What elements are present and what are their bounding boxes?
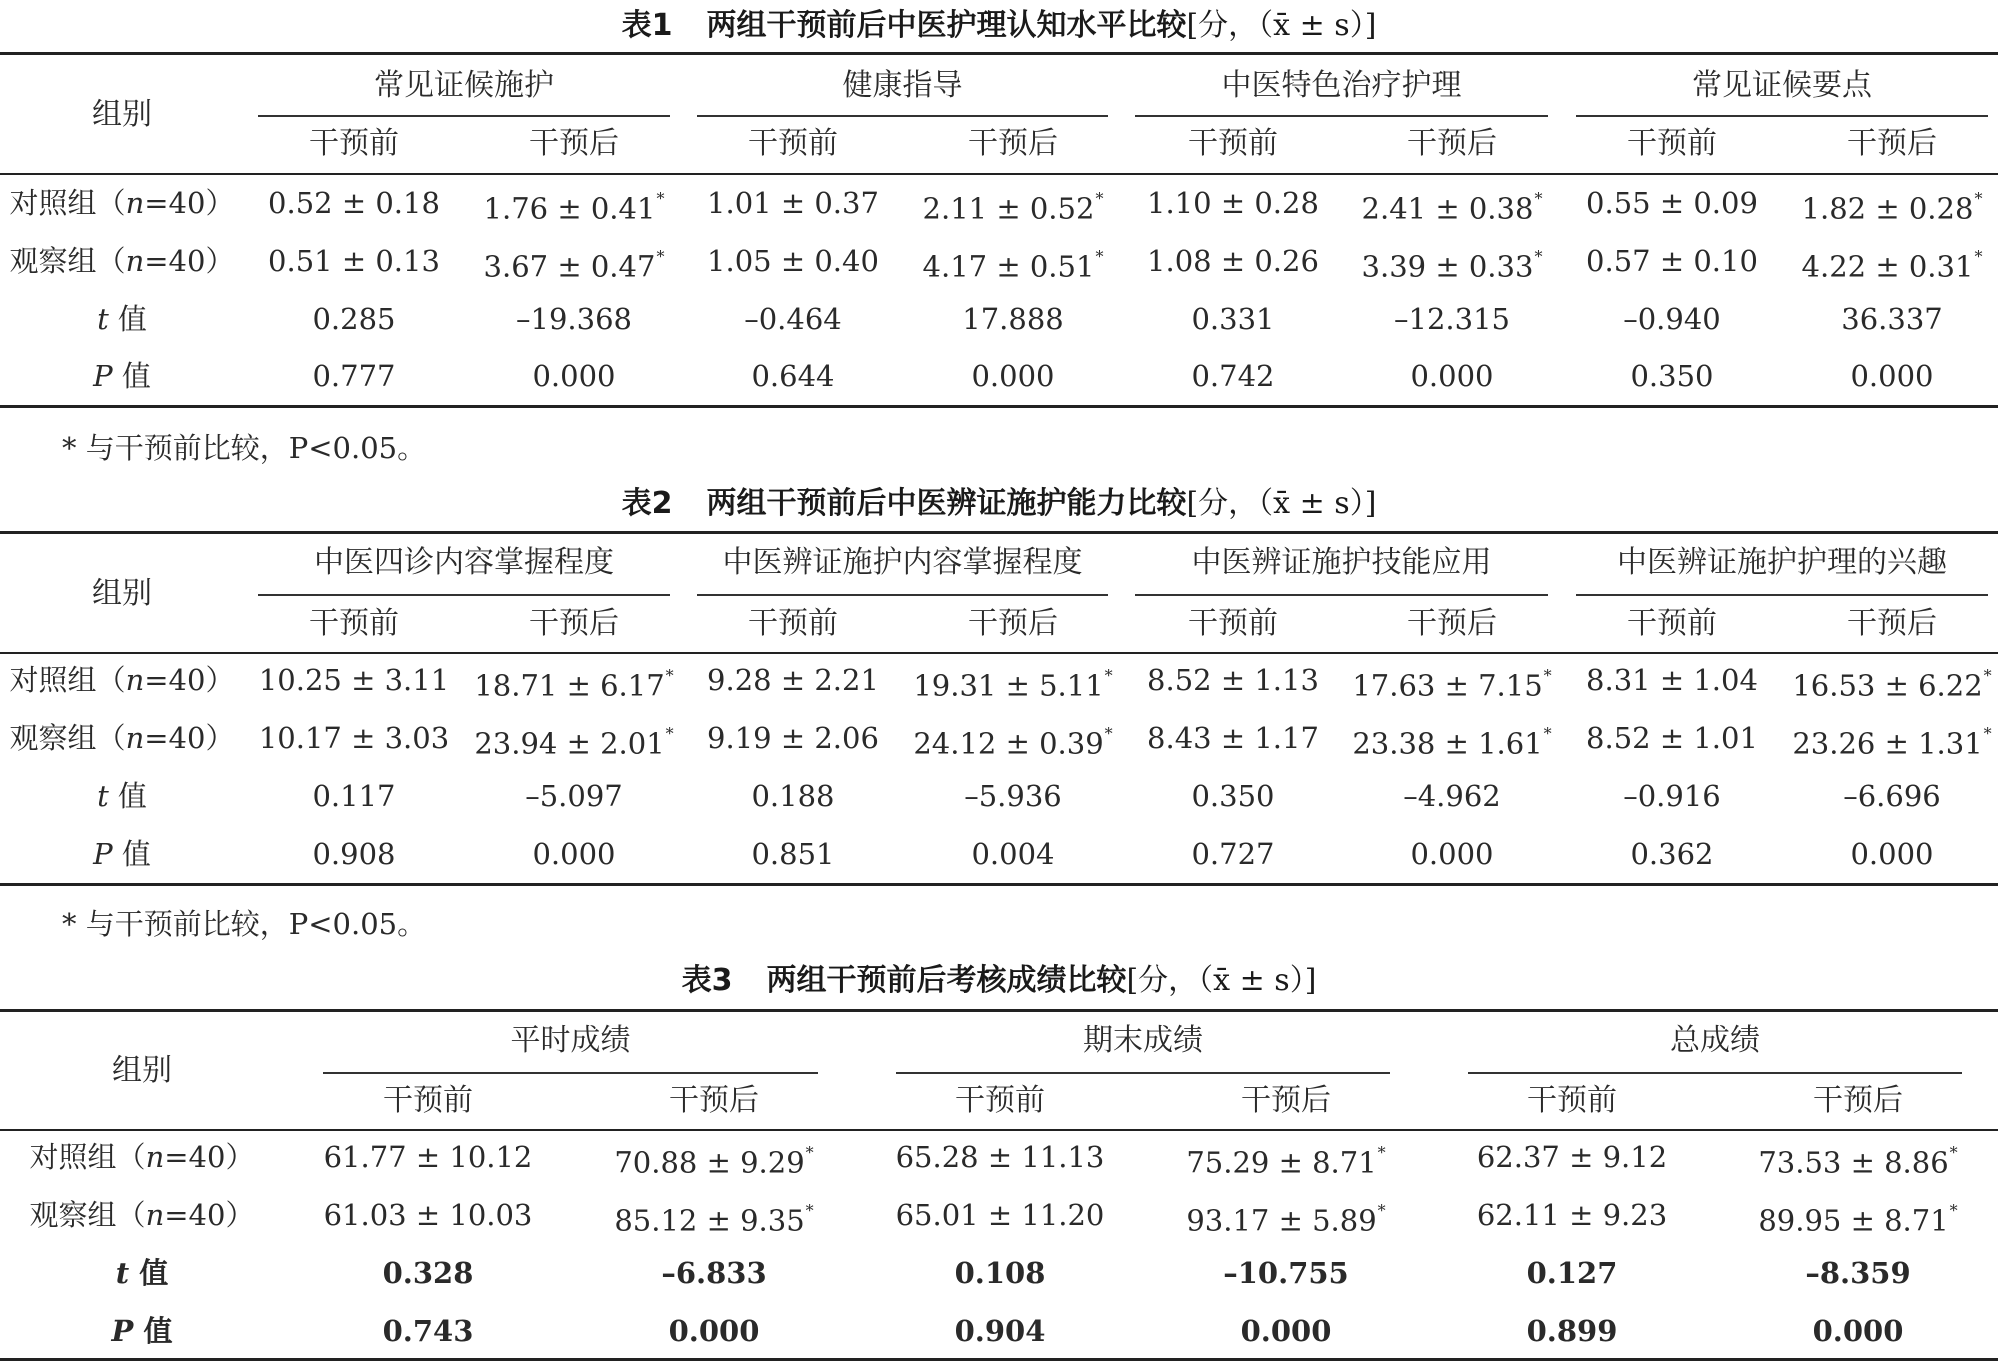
group-span-rule [1576,115,1988,117]
cell-value: 0.743 [382,1314,474,1348]
table-cell [1762,660,1998,706]
group-span-rule [896,1072,1390,1074]
row-label-suffix: 值 [112,837,151,871]
subheader-before: 干预前 [383,1083,473,1118]
row-label-italic: n [145,1198,165,1232]
cell-value: –0.916 [1623,779,1721,813]
table-cell [1728,1195,1988,1241]
row-label-italic: n [125,244,145,278]
cell-value: –0.464 [744,302,842,336]
significance-mark: * [805,1201,814,1220]
table-cell [870,1195,1130,1235]
significance-mark: * [1543,666,1552,685]
subheader-after: 干预后 [669,1083,759,1118]
cell-value: 17.888 [962,302,1064,336]
table-cell [1156,1137,1416,1183]
cell-value: 1.01 ± 0.37 [707,186,879,220]
cell-value: 2.41 ± 0.38 [1361,191,1534,226]
column-group-header: 中医辨证施护技能应用 [1191,545,1492,580]
cell-value: 8.43 ± 1.17 [1147,721,1319,755]
row-label-suffix: =40） [144,663,235,697]
cell-value: 0.51 ± 0.13 [268,244,440,278]
group-span-rule [1135,594,1548,596]
significance-mark: * [665,724,674,743]
row-label-prefix: 对照组（ [9,186,126,220]
group-span-rule [1135,115,1548,117]
cell-value: 4.22 ± 0.31 [1801,249,1974,284]
table-caption [0,484,1998,524]
cell-value: –8.359 [1805,1256,1911,1290]
table-cell [1156,1253,1416,1293]
cell-value: 0.908 [312,837,396,871]
cell-value: 65.28 ± 11.13 [895,1140,1105,1174]
table-footnote: * 与干预前比较，P<0.05。 [62,907,427,941]
row-label-italic: n [145,1140,165,1174]
cell-value: 8.31 ± 1.04 [1586,663,1758,697]
cell-value: 16.53 ± 6.22 [1792,668,1983,703]
significance-mark: * [1983,666,1992,685]
subheader-before: 干预前 [1527,1083,1617,1118]
cell-value: 0.285 [312,302,396,336]
cell-value: 1.82 ± 0.28 [1801,191,1974,226]
header-rule [0,652,1998,654]
subheader-before: 干预前 [1627,126,1717,161]
row-label [0,183,247,223]
cell-value: –5.097 [525,779,623,813]
row-label [17,1137,267,1177]
row-label-suffix: =40） [144,186,235,220]
cell-value: 17.63 ± 7.15 [1352,668,1543,703]
cell-value: 0.55 ± 0.09 [1586,186,1758,220]
subheader-before: 干预前 [1188,606,1278,641]
header-rule [0,1129,1998,1131]
cell-value: –19.368 [516,302,632,336]
table-title: 两组干预前后考核成绩比较 [766,963,1127,998]
cell-value: 73.53 ± 8.86 [1758,1145,1949,1180]
table-cell [870,1137,1130,1177]
cell-value: 18.71 ± 6.17 [474,668,665,703]
subheader-after: 干预后 [1407,126,1497,161]
cell-value: 36.337 [1841,302,1943,336]
cell-value: 3.39 ± 0.33 [1361,249,1534,284]
significance-mark: * [1377,1143,1386,1162]
row-label [0,660,247,700]
table-cell [1728,1253,1988,1293]
table-cell [298,1195,558,1235]
table-caption [0,6,1998,46]
cell-value: 70.88 ± 9.29 [614,1145,805,1180]
subheader-after: 干预后 [1847,606,1937,641]
table-cell [584,1137,844,1183]
table-cell [298,1253,558,1293]
row-label-suffix: 值 [133,1314,173,1348]
row-label [0,834,247,874]
subheader-after: 干预后 [968,126,1058,161]
row-label-italic: P [93,837,113,871]
cell-value: 61.03 ± 10.03 [323,1198,533,1232]
significance-mark: * [665,666,674,685]
cell-value: 62.37 ± 9.12 [1476,1140,1668,1174]
group-span-rule [1468,1072,1962,1074]
table-cell [1442,1253,1702,1293]
row-label-prefix: 对照组（ [29,1140,146,1174]
significance-mark: * [1543,724,1552,743]
row-label [17,1253,267,1293]
row-label-prefix: 观察组（ [9,244,126,278]
row-label-suffix: 值 [129,1256,169,1290]
column-group-header: 平时成绩 [510,1023,631,1058]
cell-value: –0.940 [1623,302,1721,336]
significance-mark: * [1974,247,1983,266]
cell-value: –5.936 [964,779,1062,813]
cell-value: 0.000 [1410,359,1494,393]
cell-value: 0.904 [954,1314,1046,1348]
significance-mark: * [1104,724,1113,743]
subheader-before: 干预前 [748,606,838,641]
row-label-italic: t [115,1256,130,1290]
table-cell [298,1137,558,1177]
cell-value: –4.962 [1403,779,1501,813]
cell-value: 75.29 ± 8.71 [1186,1145,1377,1180]
significance-mark: * [1949,1201,1958,1220]
table-cell [1762,776,1998,816]
cell-value: 1.76 ± 0.41 [483,191,656,226]
row-label [0,241,247,281]
cell-value: 10.17 ± 3.03 [258,721,450,755]
significance-mark: * [656,247,665,266]
significance-mark: * [1095,247,1104,266]
cell-value: 3.67 ± 0.47 [483,249,656,284]
cell-value: 10.25 ± 3.11 [258,663,450,697]
column-group-header: 期末成绩 [1083,1023,1203,1058]
cell-value: 65.01 ± 11.20 [895,1198,1105,1232]
row-label-suffix: =40） [164,1140,255,1174]
cell-value: 8.52 ± 1.01 [1586,721,1758,755]
row-label-italic: P [93,359,113,393]
table-number: 表3 [681,963,733,998]
subheader-before: 干预前 [309,126,399,161]
cell-value: 19.31 ± 5.11 [913,668,1104,703]
group-column-header: 组别 [92,97,152,132]
group-span-rule [1576,594,1988,596]
cell-value: 0.004 [971,837,1055,871]
cell-value: 0.000 [1850,837,1934,871]
significance-mark: * [1095,189,1104,208]
row-label [0,356,247,396]
significance-mark: * [1104,666,1113,685]
table-cell [1728,1137,1988,1183]
table-cell [1728,1311,1988,1351]
row-label-suffix: 值 [112,359,151,393]
table-cell [1762,834,1998,874]
row-label-suffix: =40） [144,244,235,278]
bottom-rule [0,883,1998,886]
cell-value: 61.77 ± 10.12 [323,1140,533,1174]
cell-value: 0.117 [312,779,396,813]
cell-value: 4.17 ± 0.51 [922,249,1095,284]
table-cell [1762,183,1998,229]
cell-value: 0.742 [1191,359,1275,393]
subheader-before: 干预前 [1188,126,1278,161]
cell-value: 0.350 [1630,359,1714,393]
table-title-suffix: [分，（x̄ ± s）] [1186,8,1377,43]
row-label-italic: t [97,779,109,813]
cell-value: 85.12 ± 9.35 [614,1203,805,1238]
cell-value: 0.127 [1526,1256,1618,1290]
group-span-rule [697,115,1108,117]
cell-value: 24.12 ± 0.39 [913,726,1104,761]
cell-value: 0.331 [1191,302,1275,336]
significance-mark: * [1534,189,1543,208]
group-span-rule [323,1072,818,1074]
table-cell [870,1311,1130,1351]
cell-value: 1.10 ± 0.28 [1147,186,1319,220]
top-rule [0,52,1998,55]
significance-mark: * [1983,724,1992,743]
group-column-header: 组别 [112,1053,172,1088]
cell-value: 0.57 ± 0.10 [1586,244,1758,278]
cell-value: 0.000 [532,837,616,871]
table-title: 两组干预前后中医辨证施护能力比较 [706,486,1187,521]
table-footnote: * 与干预前比较，P<0.05。 [62,431,427,465]
cell-value: 0.727 [1191,837,1275,871]
column-group-header: 总成绩 [1670,1023,1760,1058]
column-group-header: 健康指导 [842,68,963,103]
row-label [0,776,247,816]
cell-value: 0.899 [1526,1314,1618,1348]
cell-value: 2.11 ± 0.52 [922,191,1095,226]
cell-value: 0.328 [382,1256,474,1290]
subheader-after: 干预后 [529,606,619,641]
subheader-before: 干预前 [955,1083,1045,1118]
cell-value: 9.28 ± 2.21 [707,663,879,697]
table-cell [1762,299,1998,339]
cell-value: 0.000 [1240,1314,1332,1348]
cell-value: 23.26 ± 1.31 [1792,726,1983,761]
column-group-header: 中医特色治疗护理 [1221,68,1462,103]
table-cell [1156,1195,1416,1241]
subheader-after: 干预后 [968,606,1058,641]
cell-value: 89.95 ± 8.71 [1758,1203,1949,1238]
row-label-suffix: 值 [108,302,147,336]
table-cell [298,1311,558,1351]
column-group-header: 中医辨证施护护理的兴趣 [1617,545,1947,580]
row-label-italic: n [125,663,145,697]
cell-value: 0.000 [532,359,616,393]
cell-value: 0.362 [1630,837,1714,871]
cell-value: 8.52 ± 1.13 [1147,663,1319,697]
group-span-rule [258,115,670,117]
subheader-before: 干预前 [748,126,838,161]
table-title: 两组干预前后中医护理认知水平比较 [706,8,1187,43]
row-label [17,1195,267,1235]
significance-mark: * [1377,1201,1386,1220]
table-cell [870,1253,1130,1293]
table-cell [584,1253,844,1293]
row-label-italic: P [111,1314,134,1348]
cell-value: 0.000 [1410,837,1494,871]
table-number: 表1 [621,8,673,43]
row-label-prefix: 对照组（ [9,663,126,697]
row-label-italic: n [125,186,145,220]
header-rule [0,173,1998,175]
group-span-rule [258,594,670,596]
cell-value: 93.17 ± 5.89 [1186,1203,1377,1238]
cell-value: –6.833 [661,1256,767,1290]
subheader-before: 干预前 [1627,606,1717,641]
cell-value: 0.108 [954,1256,1046,1290]
cell-value: –12.315 [1394,302,1510,336]
column-group-header: 中医辨证施护内容掌握程度 [722,545,1083,580]
subheader-after: 干预后 [1813,1083,1903,1118]
cell-value: –10.755 [1223,1256,1349,1290]
cell-value: 0.000 [668,1314,760,1348]
cell-value: 0.851 [751,837,835,871]
cell-value: 0.000 [1850,359,1934,393]
cell-value: 0.350 [1191,779,1275,813]
subheader-after: 干预后 [529,126,619,161]
cell-value: 0.000 [971,359,1055,393]
cell-value: 0.644 [751,359,835,393]
subheader-before: 干预前 [309,606,399,641]
table-title-suffix: [分，（x̄ ± s）] [1126,963,1317,998]
cell-value: 0.52 ± 0.18 [268,186,440,220]
table-cell [1442,1195,1702,1235]
cell-value: 0.777 [312,359,396,393]
table-cell [584,1195,844,1241]
row-label-suffix: =40） [164,1198,255,1232]
subheader-after: 干预后 [1847,126,1937,161]
cell-value: 23.38 ± 1.61 [1352,726,1543,761]
table-number: 表2 [621,486,673,521]
table-cell [1762,241,1998,287]
row-label-prefix: 观察组（ [9,721,126,755]
table-caption [0,961,1998,1001]
subheader-after: 干预后 [1407,606,1497,641]
table-cell [1762,356,1998,396]
cell-value: 0.188 [751,779,835,813]
row-label [0,299,247,339]
row-label-italic: n [125,721,145,755]
column-group-header: 常见证候要点 [1692,68,1872,103]
row-label [0,718,247,758]
top-rule [0,531,1998,534]
row-label [17,1311,267,1351]
table-cell [1442,1311,1702,1351]
top-rule [0,1009,1998,1012]
table-cell [584,1311,844,1351]
group-span-rule [697,594,1108,596]
cell-value: –6.696 [1843,779,1941,813]
row-label-prefix: 观察组（ [29,1198,146,1232]
significance-mark: * [1534,247,1543,266]
cell-value: 23.94 ± 2.01 [474,726,665,761]
significance-mark: * [805,1143,814,1162]
row-label-suffix: =40） [144,721,235,755]
group-column-header: 组别 [92,575,152,611]
table-cell [1762,718,1998,764]
cell-value: 9.19 ± 2.06 [707,721,879,755]
cell-value: 0.000 [1812,1314,1904,1348]
significance-mark: * [1949,1143,1958,1162]
row-label-italic: t [97,302,109,336]
column-group-header: 中医四诊内容掌握程度 [314,545,614,580]
cell-value: 1.05 ± 0.40 [707,244,879,278]
significance-mark: * [656,189,665,208]
cell-value: 1.08 ± 0.26 [1147,244,1319,278]
table-cell [1156,1311,1416,1351]
cell-value: 62.11 ± 9.23 [1476,1198,1668,1232]
table-title-suffix: [分，（x̄ ± s）] [1186,486,1377,521]
bottom-rule [0,405,1998,408]
table-cell [1442,1137,1702,1177]
row-label-suffix: 值 [108,779,147,813]
subheader-after: 干预后 [1241,1083,1331,1118]
column-group-header: 常见证候施护 [374,68,554,103]
significance-mark: * [1974,189,1983,208]
